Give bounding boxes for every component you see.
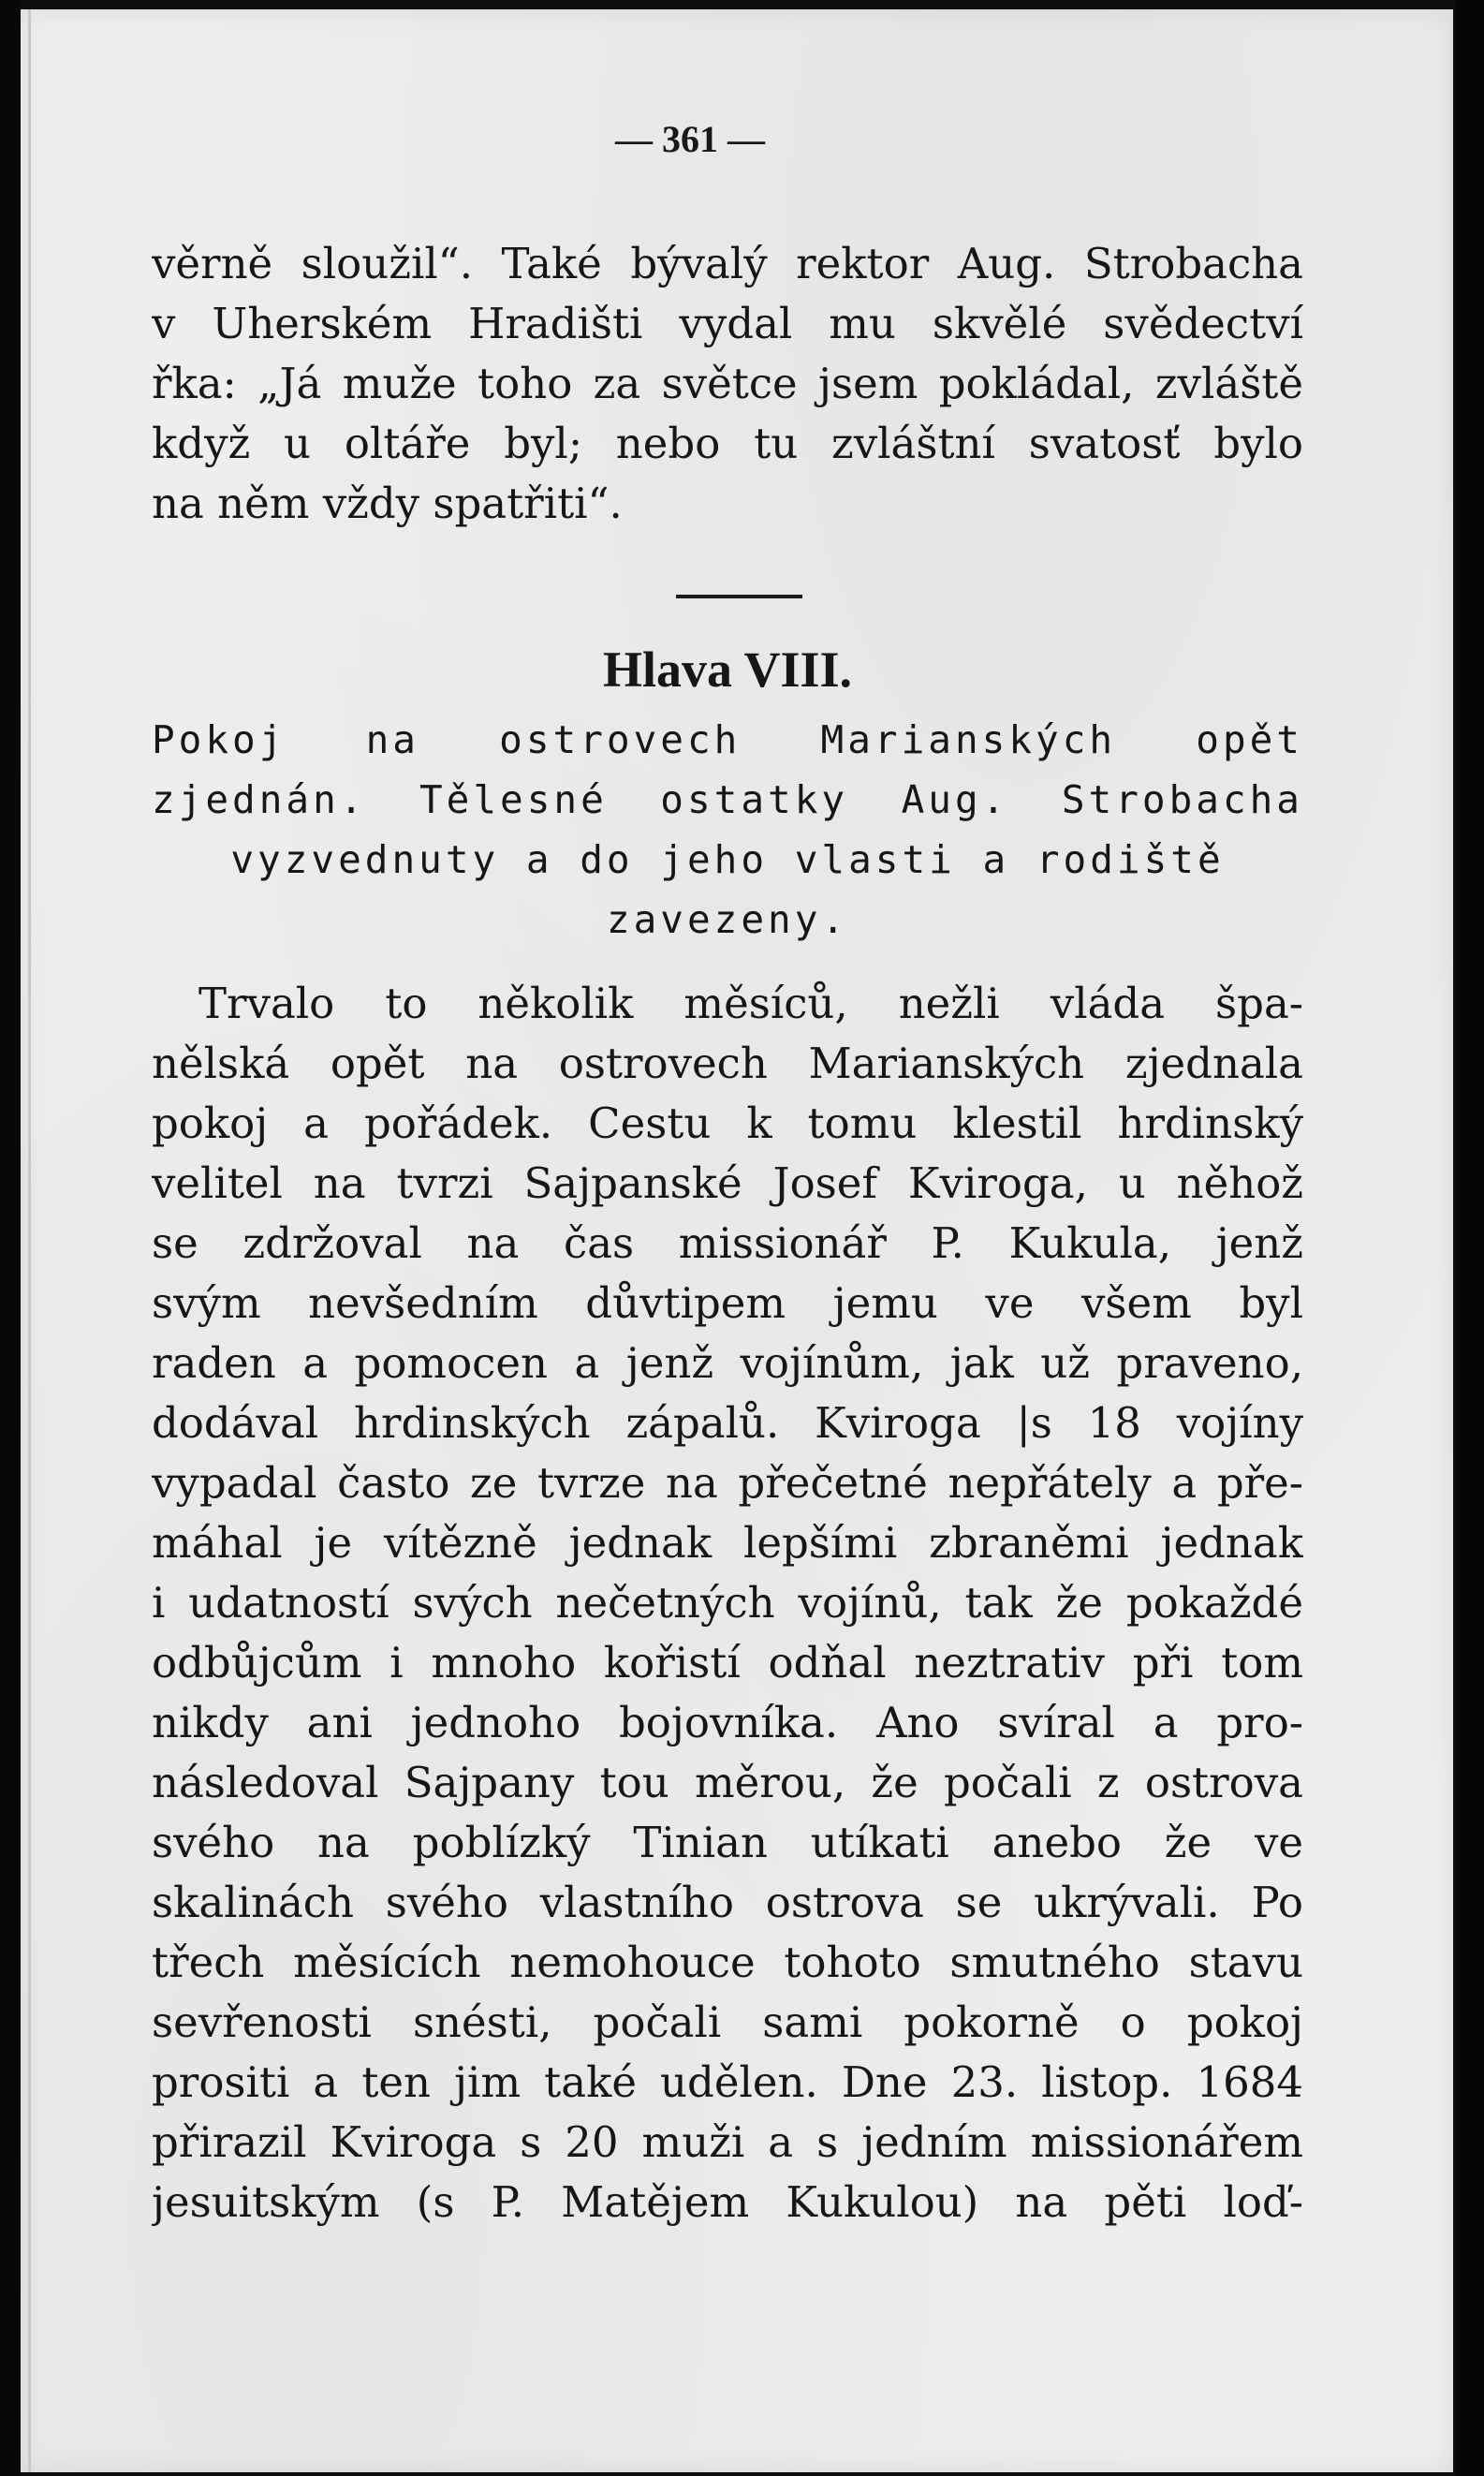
text-line: vypadal často ze tvrze na přečetné nepřátely a pře- xyxy=(152,1458,1303,1508)
text-line: se zdržoval na čas missionář P. Kukula, jenž xyxy=(152,1218,1303,1268)
page-fold-line xyxy=(28,9,31,2472)
text-line: skalinách svého vlastního ostrova se ukrývali. Po xyxy=(152,1878,1303,1927)
text-line: svého na poblízký Tinian utíkati anebo že ve xyxy=(152,1818,1303,1867)
subtitle-line: vyzvednuty a do jeho vlasti a rodiště xyxy=(230,837,1225,882)
section-divider xyxy=(676,595,802,598)
text-line: v Uherském Hradišti vydal mu skvělé svědectví xyxy=(152,299,1303,348)
book-page xyxy=(21,9,1453,2472)
text-line: svým nevšedním důvtipem jemu ve všem byl xyxy=(152,1278,1303,1328)
text-line: přirazil Kviroga s 20 muži a s jedním missionářem xyxy=(152,2117,1303,2167)
text-line: sevřenosti snésti, počali sami pokorně o pokoj xyxy=(152,1997,1303,2047)
subtitle-line: Pokoj na ostrovech Marianských opět xyxy=(152,717,1303,762)
subtitle-line: zavezeny. xyxy=(606,897,849,942)
page-number: — 361 — xyxy=(615,118,765,160)
text-line: když u oltáře byl; nebo tu zvláštní svatosť bylo xyxy=(152,419,1303,468)
text-line: následoval Sajpany tou měrou, že počali z ostrova xyxy=(152,1758,1303,1807)
scan-edge-left xyxy=(0,0,21,2476)
text-line: dodával hrdinských zápalů. Kviroga |s 18 vojíny xyxy=(152,1398,1303,1448)
scan-edge-right xyxy=(1456,0,1484,2476)
text-line: odbůjcům i mnoho kořistí odňal neztrativ při tom xyxy=(152,1638,1303,1688)
text-line: velitel na tvrzi Sajpanské Josef Kviroga, u něhož xyxy=(152,1158,1303,1208)
subtitle-line: zjednán. Tělesné ostatky Aug. Strobacha xyxy=(152,777,1303,822)
text-line: Trvalo to několik měsíců, nežli vláda špa- xyxy=(198,979,1303,1028)
text-line: nělská opět na ostrovech Marianských zjednala xyxy=(152,1039,1303,1088)
text-line: jesuitským (s P. Matějem Kukulou) na pěti loď- xyxy=(152,2177,1303,2227)
text-line: pokoj a pořádek. Cestu k tomu klestil hrdinský xyxy=(152,1098,1303,1148)
text-line: máhal je vítězně jednak lepšími zbraněmi jednak xyxy=(152,1518,1303,1568)
text-line: řka: „Já muže toho za světce jsem pokládal, zvláště xyxy=(152,359,1303,408)
text-line: raden a pomocen a jenž vojínům, jak už praveno, xyxy=(152,1338,1303,1388)
text-line: i udatností svých nečetných vojínů, tak že pokaždé xyxy=(152,1578,1303,1628)
text-line: věrně sloužil“. Také bývalý rektor Aug. Strobacha xyxy=(152,239,1303,288)
text-line: prositi a ten jim také udělen. Dne 23. listop. 1684 xyxy=(152,2057,1303,2107)
text-line: třech měsících nemohouce tohoto smutného stavu xyxy=(152,1938,1303,1987)
text-line: na něm vždy spatřiti“. xyxy=(152,479,623,528)
text-line: nikdy ani jednoho bojovníka. Ano svíral a pro- xyxy=(152,1698,1303,1747)
chapter-title: Hlava VIII. xyxy=(602,641,853,698)
